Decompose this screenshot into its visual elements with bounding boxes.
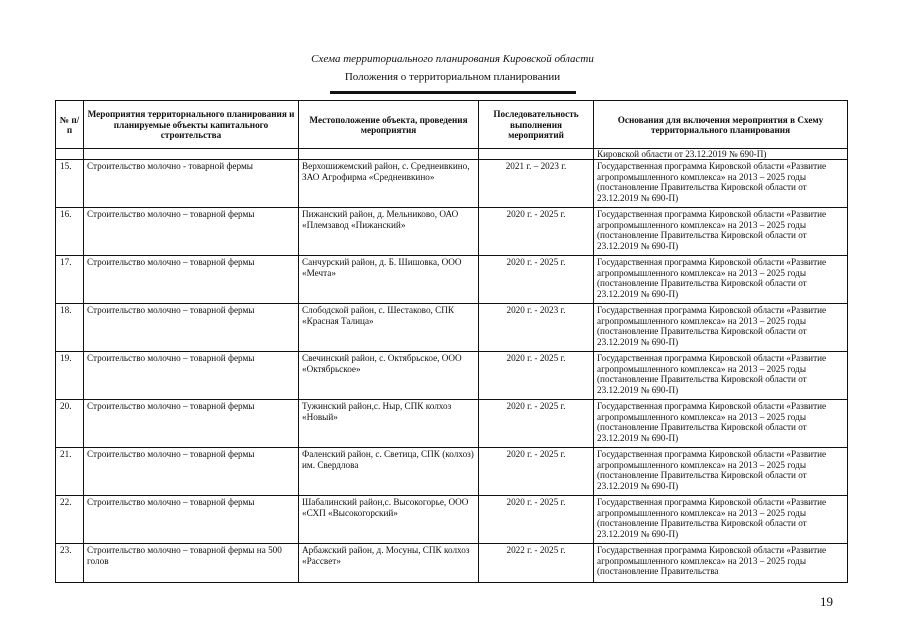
row-number-cell: 23. <box>56 544 84 583</box>
location-cell: Фаленский район, с. Светица, СПК (колхоз) им. Свердлова <box>299 448 479 496</box>
event-cell: Строительство молочно - товарной фермы <box>84 160 299 208</box>
row-number-cell: 20. <box>56 400 84 448</box>
basis-cell: Государственная программа Кировской области «Развитие агропромышленного комплекса» на 2013 – 2025 годы (постановление Правительства Кировской области от 23.12.2019 № 690-П) <box>594 448 848 496</box>
event-cell: Строительство молочно – товарной фермы <box>84 448 299 496</box>
period-cell: 2021 г. – 2023 г. <box>479 160 594 208</box>
period-cell: 2020 г. - 2023 г. <box>479 304 594 352</box>
col-header-period: Последовательность выполнения мероприятий <box>479 101 594 149</box>
basis-cell: Государственная программа Кировской области «Развитие агропромышленного комплекса» на 2013 – 2025 годы (постановление Правительства Кировской области от 23.12.2019 № 690-П) <box>594 496 848 544</box>
event-cell: Строительство молочно – товарной фермы <box>84 352 299 400</box>
table-row <box>56 208 848 256</box>
location-cell: Шабалинский район,с. Высокогорье, ООО «СХП «Высокогорский» <box>299 496 479 544</box>
event-cell: Строительство молочно – товарной фермы <box>84 256 299 304</box>
col-header-number: № п/п <box>56 101 84 149</box>
table-header-row <box>56 101 848 149</box>
event-cell: Строительство молочно – товарной фермы на 500 голов <box>84 544 299 583</box>
continuation-row <box>56 149 848 160</box>
table-row <box>56 352 848 400</box>
event-cell: Строительство молочно – товарной фермы <box>84 496 299 544</box>
basis-cell: Государственная программа Кировской области «Развитие агропромышленного комплекса» на 2013 – 2025 годы (постановление Правительства Кировской области от 23.12.2019 № 690-П) <box>594 256 848 304</box>
period-cell: 2020 г. - 2025 г. <box>479 400 594 448</box>
measures-table <box>55 100 848 583</box>
event-cell: Строительство молочно – товарной фермы <box>84 400 299 448</box>
col-header-basis: Основания для включения мероприятия в Схему территориального планирования <box>594 101 848 149</box>
row-number-cell: 16. <box>56 208 84 256</box>
table-row <box>56 304 848 352</box>
row-number-cell: 18. <box>56 304 84 352</box>
table-row <box>56 448 848 496</box>
location-cell: Тужинский район,с. Ныр, СПК колхоз «Новый» <box>299 400 479 448</box>
header-divider <box>330 91 576 94</box>
basis-cell: Государственная программа Кировской области «Развитие агропромышленного комплекса» на 2013 – 2025 годы (постановление Правительства Кировской области от 23.12.2019 № 690-П) <box>594 400 848 448</box>
location-cell: Свечинский район, с. Октябрьское, ООО «Октябрьское» <box>299 352 479 400</box>
row-number-cell: 17. <box>56 256 84 304</box>
page-number: 19 <box>820 594 833 609</box>
col-header-location: Местоположение объекта, проведения мероприятия <box>299 101 479 149</box>
document-subtitle: Положения о территориальном планировании <box>344 71 561 83</box>
row-number-cell: 15. <box>56 160 84 208</box>
continuation-basis-cell: Кировской области от 23.12.2019 № 690-П) <box>594 149 848 160</box>
table-row <box>56 496 848 544</box>
table-row <box>56 400 848 448</box>
period-cell: 2020 г. - 2025 г. <box>479 496 594 544</box>
event-cell: Строительство молочно – товарной фермы <box>84 304 299 352</box>
table-row <box>56 544 848 583</box>
col-header-event: Мероприятия территориального планирования и планируемые объекты капитального строительства <box>84 101 299 149</box>
table-row <box>56 256 848 304</box>
period-cell: 2020 г. - 2025 г. <box>479 352 594 400</box>
document-title: Схема территориального планирования Кировской области <box>311 53 594 65</box>
period-cell: 2020 г. - 2025 г. <box>479 208 594 256</box>
table-row <box>56 160 848 208</box>
location-cell: Верхошижемский район, с. Среднеивкино, ЗАО Агрофирма «Среднеивкино» <box>299 160 479 208</box>
period-cell: 2020 г. - 2025 г. <box>479 256 594 304</box>
location-cell: Санчурский район, д. Б. Шишовка, ООО «Мечта» <box>299 256 479 304</box>
row-number-cell: 21. <box>56 448 84 496</box>
location-cell: Слободской район, с. Шестаково, СПК «Красная Талица» <box>299 304 479 352</box>
basis-cell: Государственная программа Кировской области «Развитие агропромышленного комплекса» на 2013 – 2025 годы (постановление Правительства Кировской области от 23.12.2019 № 690-П) <box>594 352 848 400</box>
location-cell: Арбажский район, д. Мосуны, СПК колхоз «Рассвет» <box>299 544 479 583</box>
period-cell: 2022 г. - 2025 г. <box>479 544 594 583</box>
basis-cell: Государственная программа Кировской области «Развитие агропромышленного комплекса» на 2013 – 2025 годы (постановление Правительства Кировской области от 23.12.2019 № 690-П) <box>594 160 848 208</box>
basis-cell: Государственная программа Кировской области «Развитие агропромышленного комплекса» на 2013 – 2025 годы (постановление Правительства Кировской области от 23.12.2019 № 690-П) <box>594 304 848 352</box>
row-number-cell: 19. <box>56 352 84 400</box>
location-cell: Пижанский район, д. Мельниково, ОАО «Племзавод «Пижанский» <box>299 208 479 256</box>
period-cell: 2020 г. - 2025 г. <box>479 448 594 496</box>
event-cell: Строительство молочно – товарной фермы <box>84 208 299 256</box>
row-number-cell: 22. <box>56 496 84 544</box>
basis-cell: Государственная программа Кировской области «Развитие агропромышленного комплекса» на 2013 – 2025 годы (постановление Правительства <box>594 544 848 583</box>
basis-cell: Государственная программа Кировской области «Развитие агропромышленного комплекса» на 2013 – 2025 годы (постановление Правительства Кировской области от 23.12.2019 № 690-П) <box>594 208 848 256</box>
